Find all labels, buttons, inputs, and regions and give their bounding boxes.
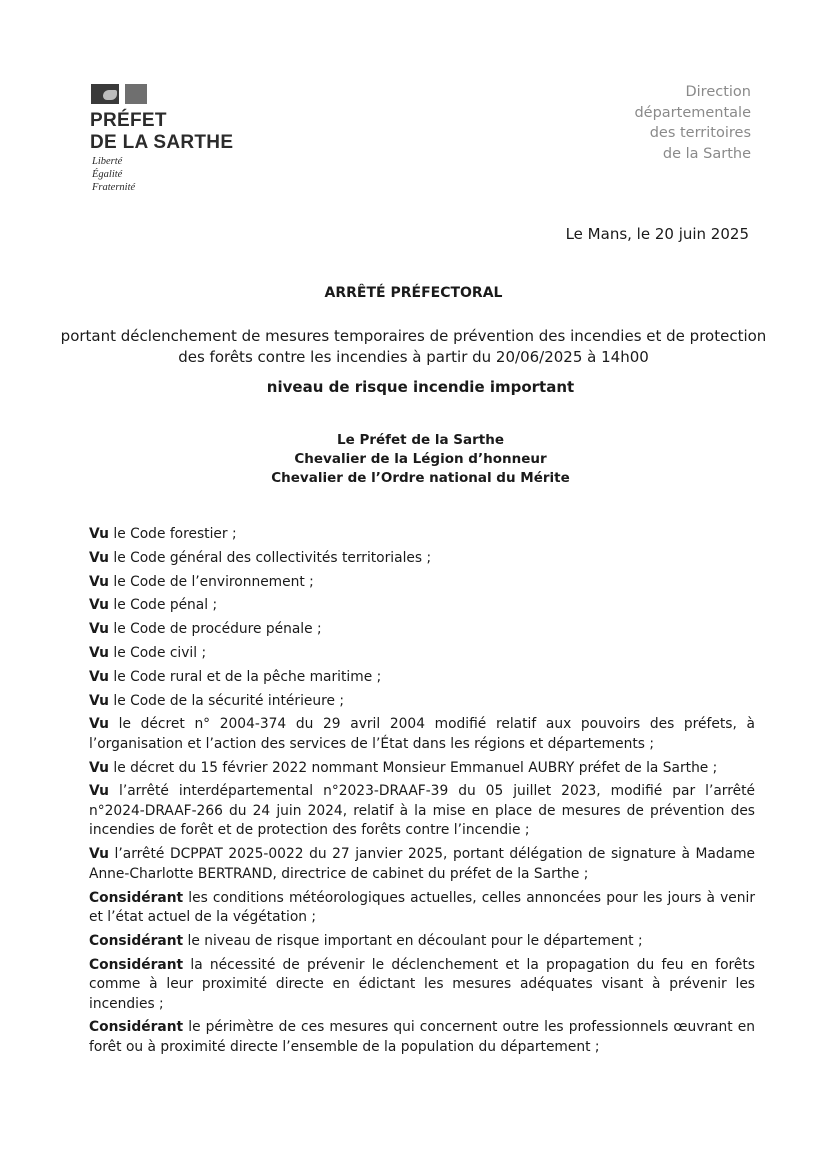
paragraph-lead: Considérant xyxy=(89,932,184,949)
paragraph-lead: Considérant xyxy=(89,956,184,973)
visa-paragraph xyxy=(89,759,755,779)
visa-paragraph xyxy=(89,620,755,640)
document-title: ARRÊTÉ PRÉFECTORAL xyxy=(324,285,503,301)
direction-line-2: départementale xyxy=(634,104,751,121)
paragraph-text: les conditions météorologiques actuelles, celles annoncées pour les jours à venir et l’état actuel de la végétation ; xyxy=(89,889,755,926)
paragraph-text: le décret du 15 février 2022 nommant Monsieur Emmanuel AUBRY préfet de la Sarthe ; xyxy=(109,759,718,776)
paragraph-lead: Vu xyxy=(89,716,110,733)
paragraph-lead: Vu xyxy=(89,597,110,614)
prefecture-name-line-2: DE LA SARTHE xyxy=(90,132,234,153)
prefecture-name-line-1: PRÉFET xyxy=(90,110,167,131)
signing-authority xyxy=(0,431,827,488)
visa-paragraph xyxy=(89,782,755,841)
paragraph-text: le Code civil ; xyxy=(109,644,207,661)
flag-red-band xyxy=(125,84,147,104)
paragraph-text: le décret n° 2004-374 du 29 avril 2004 modifié relatif aux pouvoirs des préfets, à l’organisation et l’action des services de l’État dans les régions et départements ; xyxy=(89,716,755,752)
paragraph-lead: Vu xyxy=(89,783,110,800)
paragraph-lead: Vu xyxy=(89,668,110,685)
visa-paragraph xyxy=(89,845,755,884)
paragraph-text: l’arrêté interdépartemental n°2023-DRAAF-39 du 05 juillet 2023, modifié par l’arrêté n°2024-DRAAF-266 du 24 juin 2024, relatif à la mise en place de mesures de prévention des incendies de forêt et de protection des forêts contre l’incendie ; xyxy=(89,783,755,839)
paragraph-text: le Code forestier ; xyxy=(109,526,237,542)
paragraph-lead: Vu xyxy=(89,692,110,709)
paragraph-text: le Code de l’environnement ; xyxy=(109,573,314,590)
consideration-paragraph xyxy=(89,1018,755,1057)
visa-paragraph xyxy=(89,715,755,754)
direction-line-3: des territoires xyxy=(649,125,751,141)
marianne-profile xyxy=(103,90,117,100)
direction-line-4: de la Sarthe xyxy=(662,145,751,162)
visa-paragraph xyxy=(89,573,755,593)
direction-line-1: Direction xyxy=(685,84,751,100)
paragraph-text: le niveau de risque important en découlant pour le département ; xyxy=(183,932,643,949)
paragraph-text: le Code rural et de la pêche maritime ; xyxy=(109,668,382,685)
visa-paragraph xyxy=(89,668,755,688)
issuing-direction xyxy=(634,82,751,164)
visa-paragraph xyxy=(89,525,755,545)
paragraph-text: le périmètre de ces mesures qui concernent outre les professionnels œuvrant en forêt ou à proximité directe l’ensemble de la population du département ; xyxy=(89,1019,755,1055)
paragraph-lead: Vu xyxy=(89,621,110,638)
paragraph-lead: Vu xyxy=(89,573,110,590)
risk-level: niveau de risque incendie important xyxy=(266,378,575,396)
paragraph-lead: Vu xyxy=(89,549,110,566)
paragraph-text: le Code de procédure pénale ; xyxy=(109,621,322,638)
motto-fraternite: Fraternité xyxy=(92,182,136,193)
marianne-flag-icon xyxy=(91,84,147,104)
visa-paragraph xyxy=(89,692,755,712)
paragraph-text: le Code général des collectivités territoriales ; xyxy=(109,549,432,566)
motto-liberte: Liberté xyxy=(92,156,123,167)
paragraph-text: le Code de la sécurité intérieure ; xyxy=(109,692,345,709)
document-subtitle: portant déclenchement de mesures temporaires de prévention des incendies et de protection des forêts contre les incendies à partir du 20/06/2025 à 14h00 xyxy=(60,327,767,366)
republic-motto xyxy=(92,155,135,194)
visa-paragraph xyxy=(89,549,755,569)
motto-egalite: Égalité xyxy=(92,169,123,180)
consideration-paragraph xyxy=(89,932,755,952)
visa-paragraph xyxy=(89,596,755,616)
paragraph-lead: Vu xyxy=(89,526,110,542)
paragraph-text: l’arrêté DCPPAT 2025-0022 du 27 janvier 2025, portant délégation de signature à Madame Anne-Charlotte BERTRAND, directrice de cabinet du préfet de la Sarthe ; xyxy=(89,846,755,882)
consideration-paragraph xyxy=(89,889,755,928)
paragraph-lead: Considérant xyxy=(89,1019,184,1036)
paragraph-lead: Vu xyxy=(89,846,110,863)
consideration-paragraph xyxy=(89,956,755,1015)
paragraph-lead: Considérant xyxy=(89,889,184,906)
paragraph-text: le Code pénal ; xyxy=(109,597,218,614)
paragraph-text: la nécessité de prévenir le déclenchement et la propagation du feu en forêts comme à leur proximité directe en édictant les mesures adéquates visant à prévenir les incendies ; xyxy=(89,956,755,1012)
prefecture-name xyxy=(90,110,233,154)
visas-and-considerations xyxy=(89,525,755,1062)
authority-line-3: Chevalier de l’Ordre national du Mérite xyxy=(271,470,570,486)
paragraph-lead: Vu xyxy=(89,644,110,661)
paragraph-lead: Vu xyxy=(89,759,110,776)
authority-line-1: Le Préfet de la Sarthe xyxy=(336,432,505,448)
authority-line-2: Chevalier de la Légion d’honneur xyxy=(294,451,547,467)
place-and-date: Le Mans, le 20 juin 2025 xyxy=(565,225,749,243)
visa-paragraph xyxy=(89,644,755,664)
